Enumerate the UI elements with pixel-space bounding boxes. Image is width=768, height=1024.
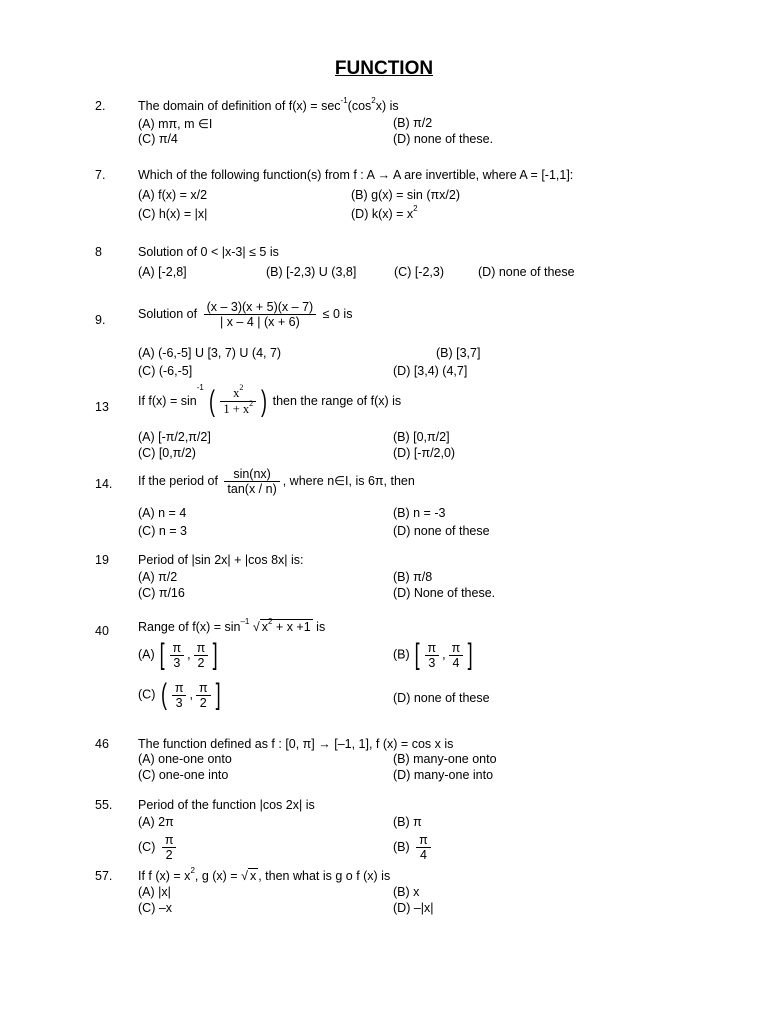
question-number: 40 [95, 624, 109, 638]
question-number: 9. [95, 313, 106, 327]
option-d: (B) $\frac{\pi}{4}$ [393, 833, 434, 862]
option-c: (C) $\frac{\pi}{2}$ [138, 833, 179, 862]
option-a: (A) mπ, m ∈I [138, 117, 213, 131]
option-a: (A) π/2 [138, 570, 178, 584]
option-b: (B) n = -3 [393, 506, 446, 520]
option-a: (A) n = 4 [138, 506, 187, 520]
option-d: (D) none of these [393, 691, 490, 705]
option-c: (C) ( $\frac{\pi}{3}$ , $\frac{\pi}{2}$ ] [138, 678, 221, 711]
fraction: $\frac{\sin(nx)}{\tan(x / n)}$ [224, 467, 279, 496]
option-b: (B) g(x) = sin (πx/2) [351, 188, 460, 202]
fraction: $\frac{(x - 3)(x + 5)(x - 7)}{| x - 4 | (x + 6)}$ [204, 300, 317, 329]
option-d: (D) none of these [478, 265, 575, 279]
option-b: (B) π/2 [393, 116, 433, 130]
option-c: (C) [0,π/2) [138, 446, 196, 460]
option-b: (B) [0,π/2] [393, 430, 450, 444]
option-a: (A) f(x) = x/2 [138, 188, 208, 202]
option-c: (C) (-6,-5] [138, 364, 193, 378]
question-stem: The function defined as f : [0, π] → [–1, 1], f (x) = cos x is [138, 737, 454, 751]
question-stem: If $f(x) = \sin^{-1}$ ( $\frac{x^2}{1 + x^2}$ ) then the range of f(x) is [138, 383, 402, 418]
option-d: (D) –|x| [393, 901, 434, 915]
option-d: (D) many-one into [393, 768, 494, 782]
option-a: (A) [-π/2,π/2] [138, 430, 211, 444]
option-d: (D) None of these. [393, 586, 496, 600]
question-stem: If the period of $\frac{\sin(nx)}{\tan(x / n)}$ , where n∈I, is 6π, then [138, 467, 415, 496]
option-d: (D) none of these [393, 524, 490, 538]
square-root: √ x [241, 869, 257, 883]
question-number: 7. [95, 168, 106, 182]
question-number: 13 [95, 400, 109, 414]
question-number: 2. [95, 99, 106, 113]
question-number: 46 [95, 737, 109, 751]
option-b: (B) [3,7] [436, 346, 481, 360]
option-a: (A) 2π [138, 815, 174, 829]
option-c: (C) one-one into [138, 768, 229, 782]
question-stem: Solution of 0 < |x-3| ≤ 5 is [138, 245, 279, 259]
option-d: (D) [-π/2,0) [393, 446, 456, 460]
option-b: (B) x [393, 885, 420, 899]
question-stem: Range of $f(x) = \sin^{-1}$ √ $x^2 + x +1$ is [138, 617, 326, 634]
question-number: 55. [95, 798, 113, 812]
page-title: FUNCTION [334, 58, 434, 79]
option-b: (B) many-one onto [393, 752, 497, 766]
question-stem: Which of the following function(s) from f : A → A are invertible, where A = [-1,1]: [138, 168, 574, 182]
option-b: (B) π [393, 815, 422, 829]
option-c: (C) –x [138, 901, 173, 915]
option-c: (C) [-2,3) [394, 265, 444, 279]
option-c: (C) n = 3 [138, 524, 187, 538]
option-c: (C) h(x) = |x| [138, 207, 208, 221]
question-number: 8 [95, 245, 102, 259]
option-a: (A) [-2,8] [138, 265, 187, 279]
option-c: (C) π/16 [138, 586, 185, 600]
question-stem: Period of |sin 2x| + |cos 8x| is: [138, 553, 304, 567]
option-b: (B) [-2,3) U (3,8] [266, 265, 357, 279]
option-a: (A) [ $\frac{\pi}{3}$ , $\frac{\pi}{2}$ ] [138, 638, 218, 671]
question-stem: Period of the function |cos 2x| is [138, 798, 315, 812]
option-d: (D) none of these. [393, 132, 494, 146]
option-a: (A) |x| [138, 885, 171, 899]
option-d: (D) [3,4) (4,7] [393, 364, 468, 378]
square-root: √ $x^2 + x +1$ [252, 617, 311, 634]
option-c: (C) π/4 [138, 132, 178, 146]
option-a: (A) one-one onto [138, 752, 232, 766]
fraction: $\frac{x^2}{1 + x^2}$ [220, 386, 256, 417]
option-a: (A) (-6,-5] U [3, 7) U (4, 7) [138, 346, 282, 360]
question-stem: Solution of $\frac{(x - 3)(x + 5)(x - 7)}{| x - 4 | (x + 6)}$ ≤ 0 is [138, 300, 353, 329]
question-number: 14. [95, 477, 113, 491]
option-b: (B) [ $\frac{\pi}{3}$ , $\frac{\pi}{4}$ ] [393, 638, 473, 671]
question-number: 57. [95, 869, 113, 883]
option-d: (D) $k(x) = x^2$ [351, 204, 418, 221]
question-stem: If f $(x) = x^2$, g (x) = √ x , then what is g o f (x) is [138, 866, 391, 883]
option-b: (B) π/8 [393, 570, 433, 584]
question-number: 19 [95, 553, 109, 567]
question-stem: The domain of definition of $f(x) = \sec^{-1}(\cos^2x)$ is [138, 96, 399, 113]
